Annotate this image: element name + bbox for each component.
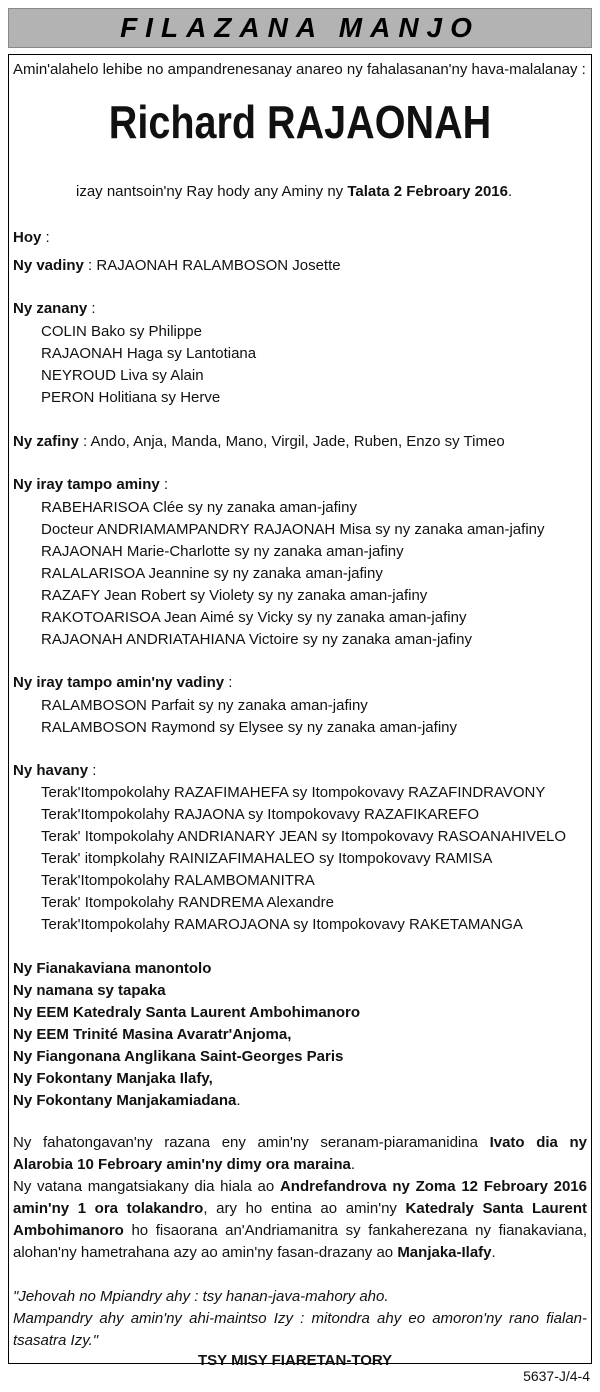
header-title: FILAZANA MANJO [120, 12, 480, 43]
siblings-heading: Ny iray tampo aminy : [13, 476, 169, 493]
bible-quote: "Jehovah no Mpiandry ahy : tsy hanan-java-mahory aho. Mampandry ahy amin'ny ahi-maintso Izy : mitondra ahy eo amoron'ny rano fialan-tsasatra Izy." [13, 1288, 587, 1349]
list-item: RALAMBOSON Parfait sy ny zanaka aman-jafiny [41, 697, 368, 714]
list-item: RAJAONAH ANDRIATAHIANA Victoire sy ny zanaka aman-jafiny [41, 631, 472, 648]
reference-code: 5637-J/4-4 [523, 1368, 590, 1384]
list-item: Terak'Itompokolahy RAZAFIMAHEFA sy Itompokovavy RAZAFINDRAVONY [41, 784, 546, 801]
list-item: RAJAONAH Haga sy Lantotiana [41, 345, 257, 362]
list-item: Terak' itompkolahy RAINIZAFIMAHALEO sy Itompokovavy RAMISA [41, 850, 493, 867]
group-line: Ny EEM Trinité Masina Avaratr'Anjoma, [13, 1026, 292, 1043]
closing-statement: TSY MISY FIARETAN-TORY [198, 1352, 393, 1369]
deceased-name: Richard RAJAONAH [108, 96, 492, 148]
funeral-paragraph: Ny vatana mangatsiakany dia hiala ao Andrefandrova ny Zoma 12 Febroary 2016 amin'ny 1 ora tolakandro, ary ho entina ao amin'ny Katedraly Santa Laurent Ambohimanoro ho fisaorana an'Andriamanitra sy fankaherezana ny fianakaviana, alohan'ny hametrahana azy ao amin'ny fasan-drazany ao Manjaka-Ilafy. [13, 1178, 587, 1261]
children-heading: Ny zanany : [13, 300, 96, 317]
list-item: RALALARISOA Jeannine sy ny zanaka aman-jafiny [41, 565, 383, 582]
group-line: Ny Fokontany Manjaka Ilafy, [13, 1070, 213, 1087]
list-item: RAKOTOARISOA Jean Aimé sy Vicky sy ny zanaka aman-jafiny [41, 609, 467, 626]
arrival-paragraph: Ny fahatongavan'ny razana eny amin'ny seranam-piaramanidina Ivato dia ny Alarobia 10 Febroary amin'ny dimy ora maraina. [13, 1134, 587, 1173]
list-item: Terak'Itompokolahy RAMAROJAONA sy Itompokovavy RAKETAMANGA [41, 916, 523, 933]
group-line: Ny namana sy tapaka [13, 982, 166, 999]
death-notice: izay nantsoin'ny Ray hody any Aminy ny Talata 2 Febroary 2016. [76, 183, 513, 200]
hoy-line: Hoy : [13, 229, 50, 246]
list-item: COLIN Bako sy Philippe [41, 323, 202, 340]
grandchildren-line: Ny zafiny : Ando, Anja, Manda, Mano, Virgil, Jade, Ruben, Enzo sy Timeo [13, 433, 505, 450]
intro-text: Amin'alahelo lehibe no ampandrenesanay anareo ny fahalasanan'ny hava-malalanay : [13, 61, 586, 78]
list-item: Docteur ANDRIAMAMPANDRY RAJAONAH Misa sy ny zanaka aman-jafiny [41, 521, 545, 538]
list-item: Terak' Itompokolahy RANDREMA Alexandre [41, 894, 334, 911]
header-banner [8, 8, 592, 48]
list-item: RABEHARISOA Clée sy ny zanaka aman-jafiny [41, 499, 357, 516]
list-item: Terak'Itompokolahy RAJAONA sy Itompokovavy RAZAFIKAREFO [41, 806, 480, 823]
list-item: RAZAFY Jean Robert sy Violety sy ny zanaka aman-jafiny [41, 587, 428, 604]
death-date: Talata 2 Febroary 2016 [347, 183, 508, 200]
list-item: NEYROUD Liva sy Alain [41, 367, 204, 384]
group-line: Ny Fokontany Manjakamiadana. [13, 1092, 241, 1109]
list-item: PERON Holitiana sy Herve [41, 389, 221, 406]
spouse-siblings-heading: Ny iray tampo amin'ny vadiny : [13, 674, 233, 691]
list-item: RALAMBOSON Raymond sy Elysee sy ny zanaka aman-jafiny [41, 719, 457, 736]
group-line: Ny EEM Katedraly Santa Laurent Ambohimanoro [13, 1004, 361, 1021]
group-line: Ny Fiangonana Anglikana Saint-Georges Paris [13, 1048, 344, 1065]
list-item: RAJAONAH Marie-Charlotte sy ny zanaka aman-jafiny [41, 543, 404, 560]
relatives-heading: Ny havany : [13, 762, 97, 779]
spouse-line: Ny vadiny : RAJAONAH RALAMBOSON Josette [13, 257, 341, 274]
group-line: Ny Fianakaviana manontolo [13, 960, 212, 977]
list-item: Terak'Itompokolahy RALAMBOMANITRA [41, 872, 315, 889]
list-item: Terak' Itompokolahy ANDRIANARY JEAN sy Itompokovavy RASOANAHIVELO [41, 828, 566, 845]
